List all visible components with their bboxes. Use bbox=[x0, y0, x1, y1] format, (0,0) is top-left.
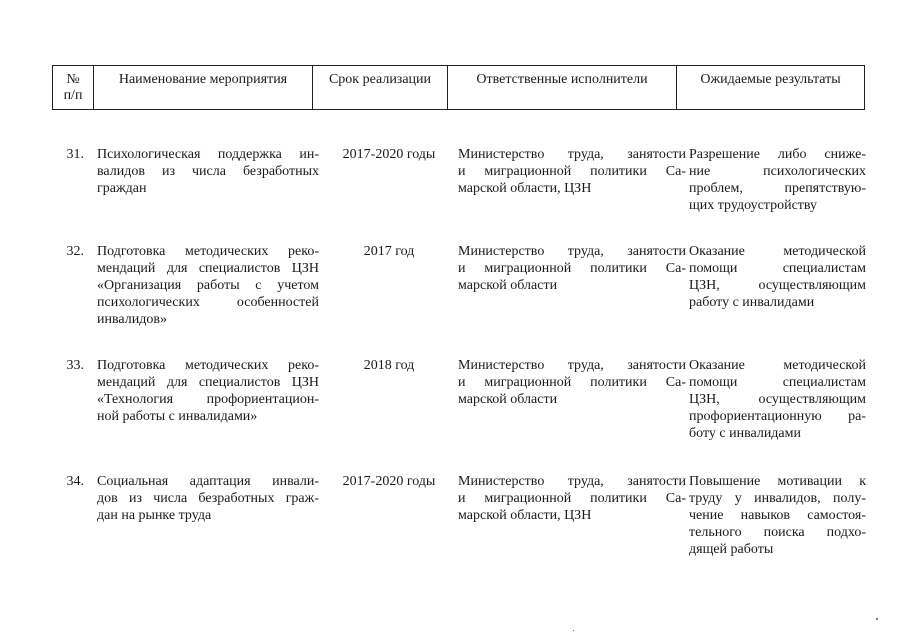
text-line: труду у инвалидов, полу- bbox=[689, 491, 866, 506]
header-exec-label: Ответственные исполнители bbox=[476, 72, 648, 87]
text-line: чение навыков самостоя- bbox=[689, 508, 866, 523]
text-line: марской области bbox=[458, 392, 558, 407]
text-line: и миграционной политики Са- bbox=[458, 491, 686, 506]
text-line: ной работы с инвалидами» bbox=[97, 409, 258, 424]
header-name-label: Наименование мероприятия bbox=[118, 72, 288, 87]
text-line: помощи специалистам bbox=[689, 261, 866, 276]
text-line: граждан bbox=[97, 181, 147, 196]
text-line: Министерство труда, занятости bbox=[458, 358, 686, 373]
text-line: психологических особенностей bbox=[97, 295, 319, 310]
responsible-executors bbox=[458, 243, 686, 294]
text-line: и миграционной политики Са- bbox=[458, 375, 686, 390]
event-name bbox=[97, 146, 319, 197]
event-name bbox=[97, 357, 319, 425]
expected-results bbox=[689, 357, 866, 442]
implementation-term: 2018 год bbox=[363, 358, 415, 373]
responsible-executors bbox=[458, 473, 686, 524]
text-line: боту с инвалидами bbox=[689, 426, 801, 441]
text-line: марской области bbox=[458, 278, 558, 293]
text-line: Оказание методической bbox=[689, 244, 866, 259]
expected-results bbox=[689, 146, 866, 214]
text-line: Подготовка методических реко- bbox=[97, 244, 319, 259]
text-line: Министерство труда, занятости bbox=[458, 474, 686, 489]
responsible-executors bbox=[458, 357, 686, 408]
header-term-label: Срок реализации bbox=[328, 72, 432, 87]
implementation-term: 2017 год bbox=[363, 244, 415, 259]
header-cell-exec bbox=[448, 66, 677, 110]
text-line: работу с инвалидами bbox=[689, 295, 815, 310]
text-line: Разрешение либо сниже- bbox=[689, 147, 866, 162]
text-line: и миграционной политики Са- bbox=[458, 261, 686, 276]
implementation-term: 2017-2020 годы bbox=[342, 474, 436, 489]
responsible-executors bbox=[458, 146, 686, 197]
text-line: Министерство труда, занятости bbox=[458, 147, 686, 162]
text-line: и миграционной политики Са- bbox=[458, 164, 686, 179]
text-line: Подготовка методических реко- bbox=[97, 358, 319, 373]
header-cell-term bbox=[313, 66, 448, 110]
text-line: проблем, препятствую- bbox=[689, 181, 866, 196]
header-num-line2: п/п bbox=[63, 88, 83, 103]
header-cell-num bbox=[53, 66, 94, 110]
text-line: Психологическая поддержка ин- bbox=[97, 147, 319, 162]
text-line: дов из числа безработных граж- bbox=[97, 491, 319, 506]
text-line: марской области, ЦЗН bbox=[458, 508, 592, 523]
text-line: ние психологических bbox=[689, 164, 866, 179]
text-line: «Технология профориентацион- bbox=[97, 392, 319, 407]
text-line: инвалидов» bbox=[97, 312, 167, 327]
text-line: ЦЗН, осуществляющим bbox=[689, 392, 866, 407]
text-line: мендаций для специалистов ЦЗН bbox=[97, 261, 319, 276]
text-line: валидов из числа безработных bbox=[97, 164, 319, 179]
scan-speck bbox=[573, 630, 574, 631]
row-number: 33. bbox=[66, 358, 84, 373]
row-number: 34. bbox=[66, 474, 84, 489]
text-line: щих трудоустройству bbox=[689, 198, 818, 213]
text-line: Оказание методической bbox=[689, 358, 866, 373]
header-cell-name bbox=[94, 66, 313, 110]
text-line: марской области, ЦЗН bbox=[458, 181, 592, 196]
text-line: ЦЗН, осуществляющим bbox=[689, 278, 866, 293]
text-line: Министерство труда, занятости bbox=[458, 244, 686, 259]
expected-results bbox=[689, 243, 866, 311]
header-result-label: Ожидаемые результаты bbox=[700, 72, 841, 87]
row-number: 31. bbox=[66, 147, 84, 162]
table-header bbox=[52, 65, 865, 110]
text-line: «Организация работы с учетом bbox=[97, 278, 319, 293]
event-name bbox=[97, 243, 319, 328]
expected-results bbox=[689, 473, 866, 558]
text-line: мендаций для специалистов ЦЗН bbox=[97, 375, 319, 390]
text-line: профориентационную ра- bbox=[689, 409, 866, 424]
header-cell-result bbox=[677, 66, 865, 110]
event-name bbox=[97, 473, 319, 524]
text-line: Повышение мотивации к bbox=[689, 474, 866, 489]
header-num-line1: № bbox=[66, 72, 80, 87]
text-line: дан на рынке труда bbox=[97, 508, 212, 523]
text-line: тельного поиска подхо- bbox=[689, 525, 866, 540]
row-number: 32. bbox=[66, 244, 84, 259]
implementation-term: 2017-2020 годы bbox=[342, 147, 436, 162]
scan-speck bbox=[876, 618, 878, 620]
text-line: Социальная адаптация инвали- bbox=[97, 474, 319, 489]
text-line: дящей работы bbox=[689, 542, 774, 557]
text-line: помощи специалистам bbox=[689, 375, 866, 390]
